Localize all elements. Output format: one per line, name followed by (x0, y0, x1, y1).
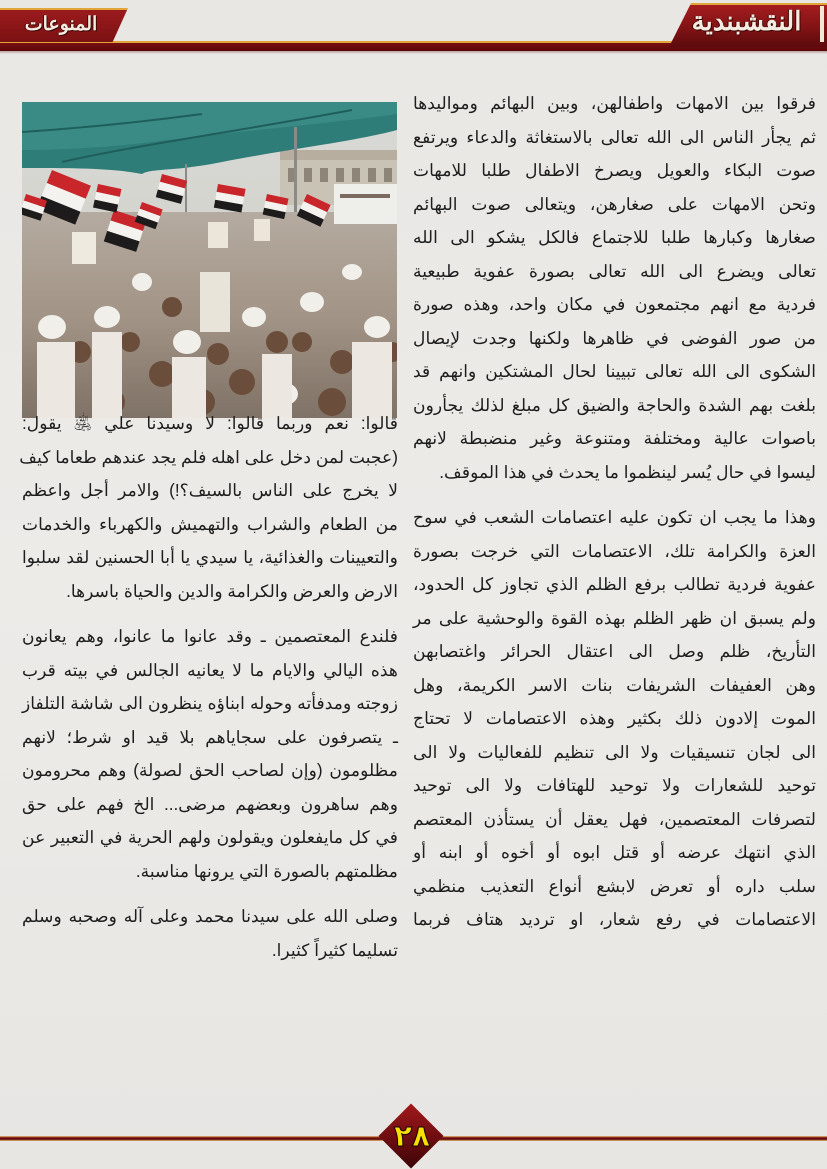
text-line: ـ يتصرفون على سجاياهم بلا قيد او شرط؛ لانهم (22, 726, 398, 747)
text-line: وهم ساهرون وبعضهم مرضى... الخ فهم على حق (22, 793, 398, 814)
text-line: صوت البكاء والعويل ويصرخ الاطفال طلبا للامهات (413, 160, 816, 180)
text-line: فردية مع انهم مجتمعون في مكان واحد، وهذه صورة (413, 294, 816, 314)
text-line: ولم يسبق ان ظهر الظلم بهذه القوة والوحشية على مر (413, 607, 816, 628)
header-band-shadow (0, 51, 827, 54)
article-right-column (413, 87, 816, 937)
text-line: العزة والكرامة تلك، الاعتصامات التي خرجت بصورة (413, 540, 816, 561)
section-title: المنوعات (24, 13, 98, 35)
text-line: مظلومون (وإن لصاحب الحق لصولة) وهم محرومون (22, 760, 398, 780)
text-line: (عجبت لمن دخل على اهله فلم يجد عندهم طعاما كيف (19, 446, 398, 467)
text-line: تعالى ويضرع الى الله تعالى بصورة عفوية طبيعية (413, 260, 816, 281)
text-line: الاعتصامات في رفع شعار، او ترديد هتاف فربما (413, 909, 816, 929)
text-line: بلغت بهم الشدة والحاجة والضيق كل مبلغ لذلك يجأرون (413, 394, 816, 415)
text-line: لا يخرج على الناس بالسيف؟!) والامر أجل واعظم (22, 480, 398, 500)
text-line: وصلى الله على سيدنا محمد وعلى آله وصحبه وسلم (22, 906, 398, 926)
text-line: والتعيينات والغذائية، يا سيدي يا أبا الحسنين لقد سلبوا (22, 547, 398, 567)
text-line: التأريخ، ظلم وصل الى اعتقال الحرائر واغتصابهن (413, 641, 816, 661)
crowd-with-flags-icon (22, 102, 397, 418)
magazine-logo-bar (820, 6, 824, 42)
text-line: توحيد للشعارات ولا توحيد للهتافات ولا الى توحيد (413, 775, 816, 795)
text-line: باصوات عالية ومختلفة ومتنوعة وغير منضبطة لانهم (413, 428, 816, 448)
paragraph (19, 407, 398, 608)
text-line: زوجته ومدفأته وحوله ابناؤه ينظرون الى شاشة التلفاز (22, 693, 398, 713)
text-line: الى لجان تنسيقيات ولا الى تنظيم للفعاليات ولا الى (413, 741, 816, 762)
text-line: عفوية فردية تطالب برفع الظلم الذي تجاوز كل الحدود، (413, 574, 816, 594)
text-line: في كل مايفعلون ويقولون ولهم الحرية في التعبير عن (22, 827, 398, 847)
text-line: الارض والعرض والكرامة والدين والحياة باسرها. (66, 580, 398, 601)
text-line: من صور الفوضى في ظاهرها ولكنها وجدت لإيصال (413, 327, 816, 348)
text-line: فرقوا بين الامهات واطفالهن، وبين البهائم ومواليدها (413, 93, 816, 113)
text-line: قالوا: نعم وربما قالوا: لا وسيدنا علي ﵁ يقول: (22, 413, 398, 433)
text-line: وهن العفيفات الشريفات بنات الاسر الكريمة، وهل (413, 674, 816, 695)
text-line: لتصرفات المعتصمين، فهل يعقل أن يستأذن المعتصم (413, 808, 816, 829)
text-line: تسليما كثيراً كثيرا. (271, 939, 398, 960)
paragraph (413, 501, 816, 937)
article-left-column (19, 407, 398, 967)
text-line: هذه اليالي والايام ما لا يعانيه الجالس في بيته قرب (22, 659, 398, 680)
text-line: صغارها وكبارها طلبا للاجتماع فالكل يشكو الى الله (413, 227, 816, 247)
paragraph (413, 87, 816, 489)
text-line: ثم يجأر الناس الى الله تعالى بالاستغاثة والدعاء ويرتفع (413, 126, 816, 147)
text-line: من الطعام والشراب والتهميش والكهرباء والخدمات (22, 513, 398, 534)
text-line: الموت إلادون ذلك بكثير وهذه الاعتصامات لا تحتاج (413, 708, 816, 728)
text-line: مظلمتهم بالصورة التي يرونها مناسبة. (135, 860, 398, 881)
text-line: وهذا ما يجب ان تكون عليه اعتصامات الشعب في سوح (413, 507, 816, 527)
text-line: الشكوى الى الله تعالى تبيينا لحال المشتكين وانهم قد (413, 361, 816, 381)
text-line: سلب داره أو تعرض لابشع أنواع التعذيب منظمي (413, 875, 816, 896)
paragraph (22, 620, 398, 888)
text-line: وتحن الامهات على صغارهن، ويتعالى صوت البهائم (413, 193, 816, 214)
protest-photo (22, 102, 397, 418)
page-number: ٢٨ (393, 1119, 431, 1154)
magazine-title: النقشبندية (691, 7, 802, 37)
text-line: ليسوا في حال يُسر لينظموا ما يحدث في هذا الموقف. (439, 461, 816, 482)
text-line: فلندع المعتصمين ـ وقد عانوا ما عانوا، وهم يعانون (22, 626, 398, 646)
paragraph (22, 900, 398, 967)
text-line: الذي انتهك عرضه أو قتل ابوه أو أخوه أو ابنه أو (413, 842, 816, 862)
